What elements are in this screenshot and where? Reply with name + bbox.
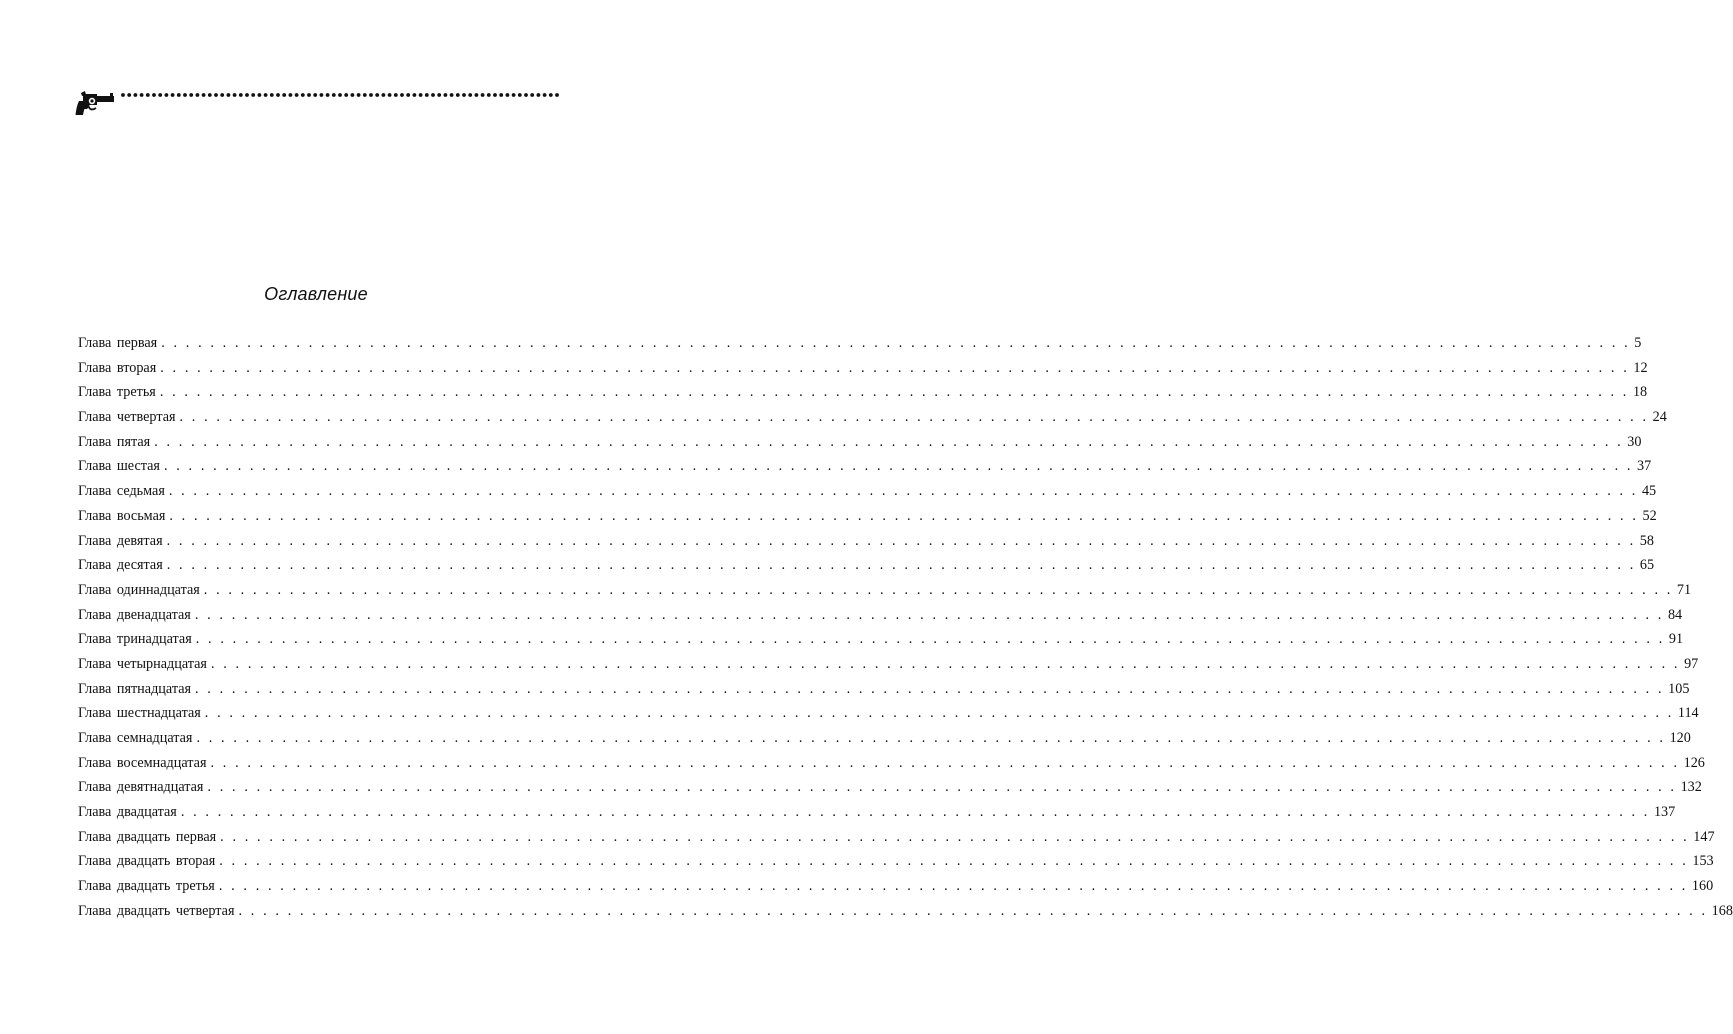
toc-entry-label: Глава двадцать первая [78, 828, 217, 845]
rule-dot [388, 93, 392, 97]
toc-entry-page: 65 [1639, 557, 1655, 574]
toc-entry-page: 5 [1634, 335, 1642, 351]
toc-dot-leader: . . . . . . . . . . . . . . . . . . . . . . . . . . . . . . . . . . . . . . . . . . . . . . . . . . . . . . . . . . . . . . . . . . . . . . . . . . . . . . . . . . . . . . . . . . . . . . . . . . . . . . . . . . . . . . . . . . . . . . . . [195, 631, 1665, 648]
toc-dot-leader: . . . . . . . . . . . . . . . . . . . . . . . . . . . . . . . . . . . . . . . . . . . . . . . . . . . . . . . . . . . . . . . . . . . . . . . . . . . . . . . . . . . . . . . . . . . . . . . . . . . . . . . . . . . . . . . . . . . . . . . . [204, 705, 1674, 722]
toc-entry-page: 147 [1693, 828, 1715, 845]
rule-dot [326, 93, 330, 97]
toc-entry-label: Глава двадцатая [78, 804, 177, 821]
toc-entry [78, 680, 1690, 706]
rule-dot [456, 93, 460, 97]
rule-dot [313, 93, 317, 97]
toc-dot-leader: . . . . . . . . . . . . . . . . . . . . . . . . . . . . . . . . . . . . . . . . . . . . . . . . . . . . . . . . . . . . . . . . . . . . . . . . . . . . . . . . . . . . . . . . . . . . . . . . . . . . . . . . . . . . . . . . . . . . . . . . [207, 779, 1677, 796]
toc-entry-page: 84 [1667, 606, 1683, 623]
header-ornament [75, 82, 557, 118]
toc-entry-page: 168 [1711, 902, 1733, 919]
toc-entry-label: Глава одиннадцатая [78, 581, 200, 598]
rule-dot [357, 93, 361, 97]
toc-entry [78, 433, 1642, 459]
toc-entry-label: Глава пятнадцатая [78, 680, 192, 697]
toc-entry-label: Глава вторая [78, 359, 157, 376]
rule-dot [307, 93, 311, 97]
toc-entry-page: 153 [1692, 853, 1714, 870]
toc-dot-leader: . . . . . . . . . . . . . . . . . . . . . . . . . . . . . . . . . . . . . . . . . . . . . . . . . . . . . . . . . . . . . . . . . . . . . . . . . . . . . . . . . . . . . . . . . . . . . . . . . . . . . . . . . . . . . . . . . . . . . . . . [159, 384, 1629, 401]
toc-entry [78, 655, 1699, 681]
rule-dot [462, 93, 466, 97]
toc-dot-leader: . . . . . . . . . . . . . . . . . . . . . . . . . . . . . . . . . . . . . . . . . . . . . . . . . . . . . . . . . . . . . . . . . . . . . . . . . . . . . . . . . . . . . . . . . . . . . . . . . . . . . . . . . . . . . . . . . . . . . . . . [169, 507, 1639, 524]
rule-dot [419, 93, 423, 97]
toc-entry [78, 335, 1642, 360]
rule-dot [165, 93, 169, 97]
rule-dot [506, 93, 510, 97]
toc-entry-label: Глава четвертая [78, 409, 176, 426]
rule-dot [264, 93, 268, 97]
toc-entry [78, 581, 1692, 607]
toc-entry-label: Глава тринадцатая [78, 631, 192, 648]
toc-entry-page: 97 [1684, 655, 1699, 672]
rule-dot [338, 93, 342, 97]
toc-dot-leader: . . . . . . . . . . . . . . . . . . . . . . . . . . . . . . . . . . . . . . . . . . . . . . . . . . . . . . . . . . . . . . . . . . . . . . . . . . . . . . . . . . . . . . . . . . . . . . . . . . . . . . . . . . . . . . . . . . . . . . . . [161, 335, 1631, 351]
toc-entry [78, 409, 1667, 434]
rule-dot [295, 93, 299, 97]
rule-dot [363, 93, 367, 97]
toc-entry-page: 18 [1632, 384, 1648, 401]
toc-entry [78, 507, 1657, 533]
rule-dot [140, 93, 144, 97]
toc-entry-page: 137 [1653, 804, 1676, 821]
toc-entry [78, 828, 1715, 854]
toc-entry-label: Глава десятая [78, 557, 163, 574]
toc-entry-page: 105 [1668, 680, 1690, 697]
rule-dot [121, 93, 125, 97]
toc-entry-label: Глава шестнадцатая [78, 705, 201, 722]
rule-dot [202, 93, 206, 97]
toc-entry-label: Глава первая [78, 335, 158, 351]
rule-dot [183, 93, 187, 97]
toc-entry-page: 58 [1639, 532, 1654, 549]
rule-dot [437, 93, 441, 97]
rule-dot [177, 93, 181, 97]
rule-dot [196, 93, 200, 97]
toc-entry [78, 878, 1714, 903]
rule-dot [369, 93, 373, 97]
toc-entry-page: 126 [1683, 754, 1705, 771]
toc-entry-label: Глава двенадцатая [78, 606, 191, 623]
rule-dot [233, 93, 237, 97]
rule-dot [543, 93, 547, 97]
rule-dot [301, 93, 305, 97]
rule-dot [282, 93, 286, 97]
rule-dot [375, 93, 379, 97]
toc-entry-page: 91 [1668, 631, 1684, 648]
rule-dot [332, 93, 336, 97]
toc-entry [78, 532, 1654, 558]
toc-entry-label: Глава пятая [78, 433, 151, 450]
toc-entry-label: Глава девятая [78, 532, 163, 549]
toc-entry-page: 114 [1677, 705, 1699, 722]
toc-dot-leader: . . . . . . . . . . . . . . . . . . . . . . . . . . . . . . . . . . . . . . . . . . . . . . . . . . . . . . . . . . . . . . . . . . . . . . . . . . . . . . . . . . . . . . . . . . . . . . . . . . . . . . . . . . . . . . . . . . . . . . . . [210, 754, 1680, 771]
rule-dot [239, 93, 243, 97]
rule-dot [413, 93, 417, 97]
toc-entry-page: 45 [1641, 483, 1657, 500]
toc-dot-leader: . . . . . . . . . . . . . . . . . . . . . . . . . . . . . . . . . . . . . . . . . . . . . . . . . . . . . . . . . . . . . . . . . . . . . . . . . . . . . . . . . . . . . . . . . . . . . . . . . . . . . . . . . . . . . . . . . . . . . . . . [218, 878, 1688, 895]
rule-dot [134, 93, 138, 97]
toc-entry-page: 71 [1676, 581, 1692, 598]
rule-dot [394, 93, 398, 97]
rule-dot [481, 93, 485, 97]
toc-entry [78, 631, 1684, 656]
toc-entry-page: 30 [1627, 433, 1642, 450]
revolver-icon [75, 87, 115, 117]
toc-dot-leader: . . . . . . . . . . . . . . . . . . . . . . . . . . . . . . . . . . . . . . . . . . . . . . . . . . . . . . . . . . . . . . . . . . . . . . . . . . . . . . . . . . . . . . . . . . . . . . . . . . . . . . . . . . . . . . . . . . . . . . . . [166, 532, 1636, 549]
toc-list [78, 335, 1733, 928]
toc-dot-leader: . . . . . . . . . . . . . . . . . . . . . . . . . . . . . . . . . . . . . . . . . . . . . . . . . . . . . . . . . . . . . . . . . . . . . . . . . . . . . . . . . . . . . . . . . . . . . . . . . . . . . . . . . . . . . . . . . . . . . . . . [160, 359, 1630, 376]
dotted-rule [121, 92, 557, 98]
toc-dot-leader: . . . . . . . . . . . . . . . . . . . . . . . . . . . . . . . . . . . . . . . . . . . . . . . . . . . . . . . . . . . . . . . . . . . . . . . . . . . . . . . . . . . . . . . . . . . . . . . . . . . . . . . . . . . . . . . . . . . . . . . . [220, 828, 1690, 845]
rule-dot [344, 93, 348, 97]
rule-dot [468, 93, 472, 97]
rule-dot [487, 93, 491, 97]
toc-entry [78, 606, 1683, 632]
rule-dot [251, 93, 255, 97]
toc-entry [78, 458, 1652, 483]
toc-entry [78, 779, 1702, 804]
toc-dot-leader: . . . . . . . . . . . . . . . . . . . . . . . . . . . . . . . . . . . . . . . . . . . . . . . . . . . . . . . . . . . . . . . . . . . . . . . . . . . . . . . . . . . . . . . . . . . . . . . . . . . . . . . . . . . . . . . . . . . . . . . . [163, 458, 1634, 475]
rule-dot [444, 93, 448, 97]
toc-entry [78, 853, 1714, 878]
rule-dot [227, 93, 231, 97]
rule-dot [499, 93, 503, 97]
rule-dot [524, 93, 528, 97]
rule-dot [518, 93, 522, 97]
toc-dot-leader: . . . . . . . . . . . . . . . . . . . . . . . . . . . . . . . . . . . . . . . . . . . . . . . . . . . . . . . . . . . . . . . . . . . . . . . . . . . . . . . . . . . . . . . . . . . . . . . . . . . . . . . . . . . . . . . . . . . . . . . . [194, 606, 1664, 623]
rule-dot [289, 93, 293, 97]
toc-entry-label: Глава двадцать вторая [78, 853, 216, 870]
toc-entry-label: Глава восемнадцатая [78, 754, 207, 771]
rule-dot [171, 93, 175, 97]
toc-entry [78, 483, 1657, 508]
rule-dot [512, 93, 516, 97]
rule-dot [382, 93, 386, 97]
rule-dot [270, 93, 274, 97]
toc-entry [78, 730, 1691, 755]
toc-entry-label: Глава девятнадцатая [78, 779, 204, 796]
toc-entry [78, 804, 1676, 829]
rule-dot [351, 93, 355, 97]
rule-dot [450, 93, 454, 97]
rule-dot [158, 93, 162, 97]
rule-dot [555, 93, 559, 97]
toc-entry [78, 754, 1705, 780]
toc-entry-label: Глава седьмая [78, 483, 165, 500]
rule-dot [530, 93, 534, 97]
toc-entry-page: 24 [1652, 409, 1667, 426]
toc-entry-page: 120 [1669, 730, 1691, 746]
toc-entry [78, 384, 1648, 409]
toc-entry [78, 557, 1655, 582]
toc-dot-leader: . . . . . . . . . . . . . . . . . . . . . . . . . . . . . . . . . . . . . . . . . . . . . . . . . . . . . . . . . . . . . . . . . . . . . . . . . . . . . . . . . . . . . . . . . . . . . . . . . . . . . . . . . . . . . . . . . . . . . . . . [166, 557, 1636, 574]
toc-entry-label: Глава шестая [78, 458, 160, 475]
toc-entry-label: Глава семнадцатая [78, 730, 193, 746]
toc-dot-leader: . . . . . . . . . . . . . . . . . . . . . . . . . . . . . . . . . . . . . . . . . . . . . . . . . . . . . . . . . . . . . . . . . . . . . . . . . . . . . . . . . . . . . . . . . . . . . . . . . . . . . . . . . . . . . . . . . . . . . . . . [154, 433, 1624, 450]
rule-dot [537, 93, 541, 97]
toc-entry-page: 160 [1691, 878, 1714, 895]
rule-dot [406, 93, 410, 97]
toc-dot-leader: . . . . . . . . . . . . . . . . . . . . . . . . . . . . . . . . . . . . . . . . . . . . . . . . . . . . . . . . . . . . . . . . . . . . . . . . . . . . . . . . . . . . . . . . . . . . . . . . . . . . . . . . . . . . . . . . . . . . . . . . [219, 853, 1689, 870]
toc-entry-page: 52 [1642, 507, 1657, 524]
toc-dot-leader: . . . . . . . . . . . . . . . . . . . . . . . . . . . . . . . . . . . . . . . . . . . . . . . . . . . . . . . . . . . . . . . . . . . . . . . . . . . . . . . . . . . . . . . . . . . . . . . . . . . . . . . . . . . . . . . . . . . . . . . . [180, 804, 1650, 821]
rule-dot [400, 93, 404, 97]
rule-dot [189, 93, 193, 97]
toc-entry [78, 902, 1733, 928]
toc-entry-label: Глава восьмая [78, 507, 166, 524]
toc-entry-page: 37 [1637, 458, 1652, 475]
toc-entry-label: Глава двадцать четвертая [78, 902, 235, 919]
toc-entry [78, 705, 1699, 730]
rule-dot [220, 93, 224, 97]
rule-dot [475, 93, 479, 97]
rule-dot [127, 93, 131, 97]
toc-entry [78, 359, 1648, 385]
toc-dot-leader: . . . . . . . . . . . . . . . . . . . . . . . . . . . . . . . . . . . . . . . . . . . . . . . . . . . . . . . . . . . . . . . . . . . . . . . . . . . . . . . . . . . . . . . . . . . . . . . . . . . . . . . . . . . . . . . . . . . . . . . . [238, 902, 1708, 919]
rule-dot [152, 93, 156, 97]
rule-dot [493, 93, 497, 97]
toc-entry-label: Глава третья [78, 384, 156, 401]
toc-entry-page: 12 [1633, 359, 1648, 376]
rule-dot [208, 93, 212, 97]
toc-entry-label: Глава двадцать третья [78, 878, 215, 895]
toc-dot-leader: . . . . . . . . . . . . . . . . . . . . . . . . . . . . . . . . . . . . . . . . . . . . . . . . . . . . . . . . . . . . . . . . . . . . . . . . . . . . . . . . . . . . . . . . . . . . . . . . . . . . . . . . . . . . . . . . . . . . . . . . [179, 409, 1649, 426]
toc-dot-leader: . . . . . . . . . . . . . . . . . . . . . . . . . . . . . . . . . . . . . . . . . . . . . . . . . . . . . . . . . . . . . . . . . . . . . . . . . . . . . . . . . . . . . . . . . . . . . . . . . . . . . . . . . . . . . . . . . . . . . . . . [195, 680, 1665, 697]
rule-dot [258, 93, 262, 97]
rule-dot [320, 93, 324, 97]
toc-entry-page: 132 [1680, 779, 1702, 796]
rule-dot [146, 93, 150, 97]
rule-dot [549, 93, 553, 97]
toc-entry-label: Глава четырнадцатая [78, 655, 207, 672]
rule-dot [214, 93, 218, 97]
toc-dot-leader: . . . . . . . . . . . . . . . . . . . . . . . . . . . . . . . . . . . . . . . . . . . . . . . . . . . . . . . . . . . . . . . . . . . . . . . . . . . . . . . . . . . . . . . . . . . . . . . . . . . . . . . . . . . . . . . . . . . . . . . . [196, 730, 1666, 746]
toc-title: Оглавление [264, 284, 368, 304]
rule-dot [245, 93, 249, 97]
toc-dot-leader: . . . . . . . . . . . . . . . . . . . . . . . . . . . . . . . . . . . . . . . . . . . . . . . . . . . . . . . . . . . . . . . . . . . . . . . . . . . . . . . . . . . . . . . . . . . . . . . . . . . . . . . . . . . . . . . . . . . . . . . . [168, 483, 1638, 500]
toc-dot-leader: . . . . . . . . . . . . . . . . . . . . . . . . . . . . . . . . . . . . . . . . . . . . . . . . . . . . . . . . . . . . . . . . . . . . . . . . . . . . . . . . . . . . . . . . . . . . . . . . . . . . . . . . . . . . . . . . . . . . . . . . [210, 655, 1681, 672]
rule-dot [431, 93, 435, 97]
toc-dot-leader: . . . . . . . . . . . . . . . . . . . . . . . . . . . . . . . . . . . . . . . . . . . . . . . . . . . . . . . . . . . . . . . . . . . . . . . . . . . . . . . . . . . . . . . . . . . . . . . . . . . . . . . . . . . . . . . . . . . . . . . . [203, 581, 1673, 598]
rule-dot [276, 93, 280, 97]
rule-dot [425, 93, 429, 97]
